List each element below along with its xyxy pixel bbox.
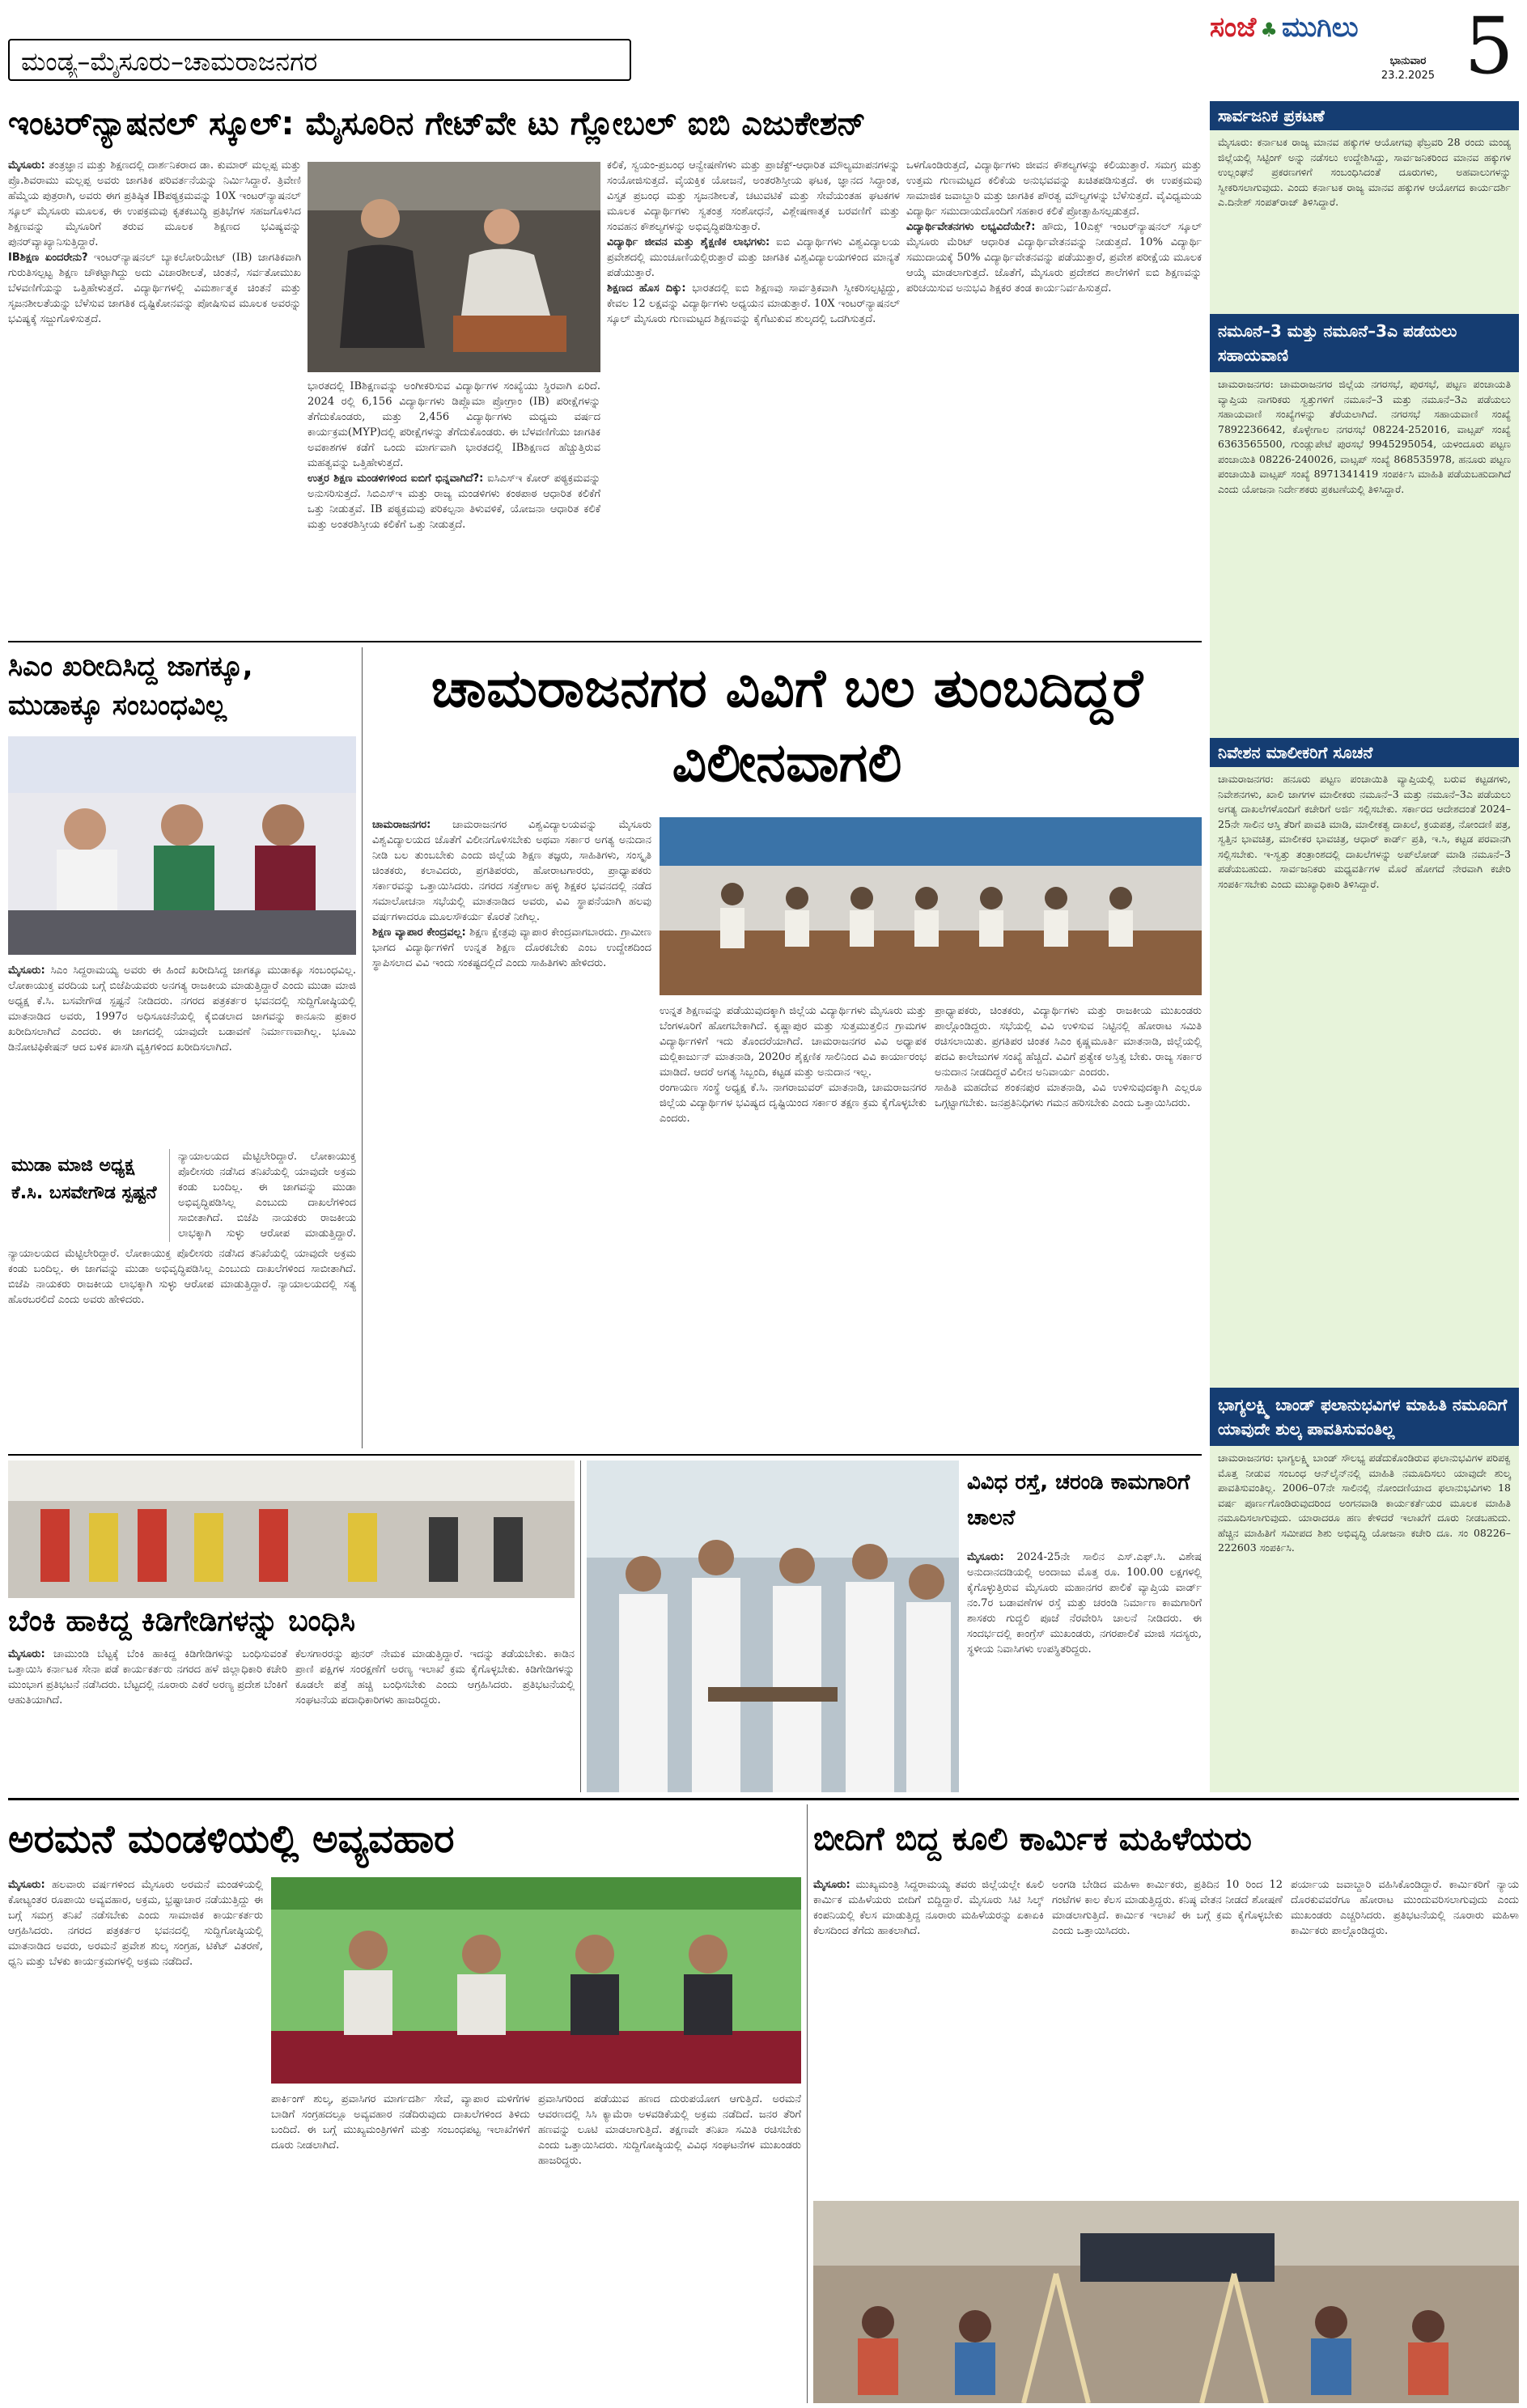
article1-col1-text: ತಂತ್ರಜ್ಞಾನ ಮತ್ತು ಶಿಕ್ಷಣದಲ್ಲಿ ದಾರ್ಶನಿಕರಾದ ಡಾ. ಕುಮಾರ್ ಮಲ್ಲಪ್ಪ ಮತ್ತು ಪ್ರೊ.ಶಿವರಾಮು ಮಲ್ಲಪ್ಪ ಅವರು ಜಾಗತಿಕ ಪರಿವರ್ತನೆಯನ್ನು ನಿರ್ಮಿಸಿದ್ದಾರೆ. ತ್ರಿವೇಣಿ ಹೆಮ್ಮೆಯ ಪುತ್ರರಾಗಿ, ಅವರು ಈಗ ಪ್ರತಿಷ್ಠಿತ IBಪಠ್ಯಕ್ರಮವನ್ನು 10X ಇಂಟರ್‌ನ್ಯಾಷನಲ್ ಸ್ಕೂಲ್ ಮೈಸೂರು ಮೂಲಕ, ಈ ಉಪಕ್ರಮವು ಕೃತಕಬುದ್ಧಿ ಪ್ರತಿಭೆಗಳ ಸಹಜಗೊಳಿಸಿದ ಶಿಕ್ಷಣವನ್ನು ಮೈಸೂರಿಗೆ ತರುವ ಮೂಲಕ ಶಿಕ್ಷಣದ ಭವಿಷ್ಯವನ್ನು ಪುನರ್‌ವ್ಯಾಖ್ಯಾನಿಸುತ್ತಿದ್ದಾರೆ. bbox=[8, 159, 301, 248]
article6-col2 bbox=[271, 2092, 530, 2403]
article7-col1-text: ಮುಖ್ಯಮಂತ್ರಿ ಸಿದ್ದರಾಮಯ್ಯ ತವರು ಜಿಲ್ಲೆಯಲ್ಲೇ ಕೂಲಿ ಕಾರ್ಮಿಕ ಮಹಿಳೆಯರು ಬೀದಿಗೆ ಬಿದ್ದಿದ್ದಾರೆ. ಮೈಸೂರು ಸಿಟಿ ಸಿಲ್ಕ್ ಕಂಪನಿಯಲ್ಲಿ ಕೆಲಸ ಮಾಡುತ್ತಿದ್ದ ನೂರಾರು ಮಹಿಳೆಯರನ್ನು ಏಕಾಏಕಿ ಕೆಲಸದಿಂದ ತೆಗೆದು ಹಾಕಲಾಗಿದೆ. bbox=[813, 1879, 1044, 1937]
sidebar-notice-body: ಮೈಸೂರು: ಕರ್ನಾಟಕ ರಾಜ್ಯ ಮಾನವ ಹಕ್ಕುಗಳ ಆಯೋಗವು ಫೆಬ್ರವರಿ 28 ರಂದು ಮಂಡ್ಯ ಜಿಲ್ಲೆಯಲ್ಲಿ ಸಿಟ್ಟಿಂಗ್ ಅನ್ನು ನಡೆಸಲು ಉದ್ದೇಶಿಸಿದ್ದು, ಸಾರ್ವಜನಿಕರಿಂದ ಮಾನವ ಹಕ್ಕುಗಳ ಉಲ್ಲಂಘನೆ ಪ್ರಕರಣಗಳಿಗೆ ಸಂಬಂಧಿಸಿದಂತೆ ದೂರುಗಳು, ಅಹವಾಲುಗಳನ್ನು ಸ್ವೀಕರಿಸಲಾಗುವುದು. ಎಂದು ಕರ್ನಾಟಕ ರಾಜ್ಯ ಮಾನವ ಹಕ್ಕುಗಳ ಆಯೋಗದ ಕಾರ್ಯದರ್ಶಿ ಎ.ದಿನೇಶ್ ಸಂಪತ್‌ರಾಜ್ ತಿಳಿಸಿದ್ದಾರೆ. bbox=[1218, 136, 1511, 208]
article5-dateline: ಮೈಸೂರು: bbox=[967, 1551, 1004, 1563]
article6-col2-text: ಪಾರ್ಕಿಂಗ್ ಶುಲ್ಕ, ಪ್ರವಾಸಿಗರ ಮಾರ್ಗದರ್ಶಿ ಸೇವೆ, ವ್ಯಾಪಾರ ಮಳಿಗೆಗಳ ಬಾಡಿಗೆ ಸಂಗ್ರಹದಲ್ಲೂ ಅವ್ಯವಹಾರ ನಡೆದಿರುವುದು ದಾಖಲೆಗಳಿಂದ ತಿಳಿದು ಬಂದಿದೆ. ಈ ಬಗ್ಗೆ ಮುಖ್ಯಮಂತ್ರಿಗಳಿಗೆ ಮತ್ತು ಸಂಬಂಧಪಟ್ಟ ಇಲಾಖೆಗಳಿಗೆ ದೂರು ನೀಡಲಾಗಿದೆ. bbox=[271, 2093, 530, 2152]
article1-sub4: ಶಿಕ್ಷಣದ ಹೊಸ ದಿಕ್ಕು: bbox=[607, 282, 686, 295]
sidebar-box1-body: ಚಾಮರಾಜನಗರ: ಚಾಮರಾಜನಗರ ಜಿಲ್ಲೆಯ ನಗರಸಭೆ, ಪುರಸಭೆ, ಪಟ್ಟಣ ಪಂಚಾಯತಿ ವ್ಯಾಪ್ತಿಯ ನಾಗರಿಕರು ಸ್ವತ್ತುಗಳಿಗೆ ನಮೂನೆ–3 ಮತ್ತು ನಮೂನೆ–3ಎ ಪಡೆಯಲು ಸಹಾಯವಾಣಿ ಸಂಖ್ಯೆಗಳನ್ನು ತೆರೆಯಲಾಗಿದೆ. ನಗರಸಭೆ ಸಹಾಯವಾಣಿ ಸಂಖ್ಯೆ 7892236642, ಕೊಳ್ಳೇಗಾಲ ನಗರಸಭೆ 08224-252016, ವಾಟ್ಸಪ್ ಸಂಖ್ಯೆ 6363565500, ಗುಂಡ್ಲುಪೇಟೆ ಪುರಸಭೆ 9945295054, ಯಳಂದೂರು ಪಟ್ಟಣ ಪಂಚಾಯಿತಿ 08226-240026, ವಾಟ್ಸಪ್ ಸಂಖ್ಯೆ 868535978, ಹನೂರು ಪಟ್ಟಣ ಪಂಚಾಯಿತಿ ವಾಟ್ಸಪ್ ಸಂಖ್ಯೆ 8971341419 ಸಂಪರ್ಕಿಸಿ ಮಾಹಿತಿ ಪಡೆಯಬಹುದಾಗಿದೆ ಎಂದು ಯೋಜನಾ ನಿರ್ದೇಶಕರು ಪ್ರಕಟಣೆಯಲ್ಲಿ ತಿಳಿಸಿದ್ದಾರೆ. bbox=[1218, 378, 1511, 495]
vertical-divider bbox=[580, 1460, 581, 1792]
article7-photo bbox=[813, 2201, 1519, 2403]
article4-col2-text: ಕೆಲಸಗಾರರನ್ನು ಪುನರ್ ನೇಮಕ ಮಾಡುತ್ತಿದ್ದಾರೆ. ಇದನ್ನು ತಡೆಯಬೇಕು. ಕಾಡಿನ ಪ್ರಾಣಿ ಪಕ್ಷಿಗಳ ಸಂರಕ್ಷಣೆಗೆ ಅರಣ್ಯ ಇಲಾಖೆ ಕ್ರಮ ಕೈಗೊಳ್ಳಬೇಕು. ಕಿಡಿಗೇಡಿಗಳನ್ನು ಕೂಡಲೇ ಪತ್ತೆ ಹಚ್ಚಿ ಬಂಧಿಸಬೇಕು ಎಂದು ಆಗ್ರಹಿಸಿದರು. ಪ್ರತಿಭಟನೆಯಲ್ಲಿ ಸಂಘಟನೆಯ ಪದಾಧಿಕಾರಿಗಳು ಹಾಜರಿದ್ದರು. bbox=[295, 1648, 575, 1706]
issue-day: ಭಾನುವಾರ bbox=[1389, 55, 1427, 67]
article3-col2-text: ಉನ್ನತ ಶಿಕ್ಷಣವನ್ನು ಪಡೆಯುವುದಕ್ಕಾಗಿ ಜಿಲ್ಲೆಯ ವಿದ್ಯಾರ್ಥಿಗಳು ಮೈಸೂರು ಮತ್ತು ಬೆಂಗಳೂರಿಗೆ ಹೋಗಬೇಕಾಗಿದೆ. ಕೃಷ್ಣಾಪುರ ಮತ್ತು ಸುತ್ತಮುತ್ತಲಿನ ಗ್ರಾಮಗಳ ವಿದ್ಯಾರ್ಥಿಗಳಿಗೆ ಇದು ತೊಂದರೆಯಾಗಿದೆ. ಚಾಮರಾಜನಗರ ವಿವಿ ಅಧ್ಯಾಪಕ ಮಲ್ಲಿಕಾರ್ಜುನ್ ಮಾತನಾಡಿ, 2020ರ ಶೈಕ್ಷಣಿಕ ಸಾಲಿನಿಂದ ವಿವಿ ಕಾರ್ಯಾರಂಭ ಮಾಡಿದೆ. ಆದರೆ ಅಗತ್ಯ ಸಿಬ್ಬಂದಿ, ಕಟ್ಟಡ ಮತ್ತು ಅನುದಾನ ಇಲ್ಲ. bbox=[660, 1005, 927, 1079]
article1-dateline: ಮೈಸೂರು: bbox=[8, 159, 45, 172]
article3-col2 bbox=[660, 1003, 927, 1448]
article6-headline: ಅರಮನೆ ಮಂಡಳಿಯಲ್ಲಿ ಅವ್ಯವಹಾರ bbox=[8, 1817, 455, 1862]
article6-col3-text: ಪ್ರವಾಸಿಗರಿಂದ ಪಡೆಯುವ ಹಣದ ದುರುಪಯೋಗ ಆಗುತ್ತಿದೆ. ಅರಮನೆ ಆವರಣದಲ್ಲಿ ಸಿಸಿ ಕ್ಯಾಮೆರಾ ಅಳವಡಿಕೆಯಲ್ಲಿ ಅಕ್ರಮ ನಡೆದಿದೆ. ಜನರ ತೆರಿಗೆ ಹಣವನ್ನು ಲೂಟಿ ಮಾಡಲಾಗುತ್ತಿದೆ. ತಕ್ಷಣವೇ ತನಿಖಾ ಸಮಿತಿ ರಚಿಸಬೇಕು ಎಂದು ಒತ್ತಾಯಿಸಿದರು. ಸುದ್ದಿಗೋಷ್ಠಿಯಲ್ಲಿ ವಿವಿಧ ಸಂಘಟನೆಗಳ ಮುಖಂಡರು ಹಾಜರಿದ್ದರು. bbox=[538, 2093, 801, 2167]
divider bbox=[8, 641, 1202, 642]
article6-dateline: ಮೈಸೂರು: bbox=[8, 1879, 45, 1891]
article1-headline: ಇಂಟರ್‌ನ್ಯಾಷನಲ್ ಸ್ಕೂಲ್: ಮೈಸೂರಿನ ಗೇಟ್‌ವೇ ಟು ಗ್ಲೋಬಲ್ ಐಬಿ ಎಜುಕೇಶನ್ bbox=[8, 105, 866, 142]
divider bbox=[8, 1454, 1202, 1456]
logo-part2: ಮುಗಿಲು bbox=[1282, 11, 1359, 44]
article1-col1b-text: ಇಂಟರ್‌ನ್ಯಾಷನಲ್ ಬ್ಯಾಕಲೋರಿಯೇಟ್ (IB) ಜಾಗತಿಕವಾಗಿ ಗುರುತಿಸಲ್ಪಟ್ಟ ಶಿಕ್ಷಣ ಚೌಕಟ್ಟಾಗಿದ್ದು ಅದು ವಿಚಾರಶೀಲತೆ, ಚಿಂತನೆ, ಸರ್ವತೋಮುಖ ಬೆಳವಣಿಗೆಯನ್ನು ಒತ್ತಿಹೇಳುತ್ತದೆ. ವಿದ್ಯಾರ್ಥಿಗಳಲ್ಲಿ ವಿಮರ್ಶಾತ್ಮಕ ಚಿಂತನೆ ಮತ್ತು ಸೃಜನಶೀಲತೆಯನ್ನು ಬೆಳೆಸುವ ಜಾಗತಿಕ ದೃಷ್ಟಿಕೋನವನ್ನು ಪೋಷಿಸುವ ಮೂಲಕ ಅವರನ್ನು ಭವಿಷ್ಯಕ್ಕೆ ಸಜ್ಜುಗೊಳಿಸುತ್ತದೆ. bbox=[8, 252, 301, 325]
article7-col1 bbox=[813, 1877, 1044, 2197]
section-banner bbox=[8, 39, 631, 81]
newspaper-logo bbox=[1210, 11, 1453, 60]
article4-dateline: ಮೈಸೂರು: bbox=[8, 1648, 45, 1660]
article7-col3-text: ಪರ್ಯಾಯ ಜವಾಬ್ದಾರಿ ವಹಿಸಿಕೊಂಡಿದ್ದಾರೆ. ಕಾರ್ಮಿಕರಿಗೆ ನ್ಯಾಯ ದೊರಕುವವರೆಗೂ ಹೋರಾಟ ಮುಂದುವರಿಸಲಾಗುವುದು ಎಂದು ಮುಖಂಡರು ಎಚ್ಚರಿಸಿದರು. ಪ್ರತಿಭಟನೆಯಲ್ಲಿ ನೂರಾರು ಮಹಿಳಾ ಕಾರ್ಮಿಕರು ಪಾಲ್ಗೊಂಡಿದ್ದರು. bbox=[1291, 1879, 1519, 1937]
article1-col4 bbox=[906, 158, 1202, 635]
article5-body bbox=[967, 1550, 1202, 1792]
article6-col1-text: ಹಲವಾರು ವರ್ಷಗಳಿಂದ ಮೈಸೂರು ಅರಮನೆ ಮಂಡಳಿಯಲ್ಲಿ ಕೋಟ್ಯಂತರ ರೂಪಾಯಿ ಅವ್ಯವಹಾರ, ಅಕ್ರಮ, ಭ್ರಷ್ಟಾಚಾರ ನಡೆಯುತ್ತಿದ್ದು ಈ ಬಗ್ಗೆ ಸಮಗ್ರ ತನಿಖೆ ನಡೆಸಬೇಕು ಎಂದು ಸಾಮಾಜಿಕ ಕಾರ್ಯಕರ್ತರು ಆಗ್ರಹಿಸಿದರು. ನಗರದ ಪತ್ರಕರ್ತರ ಭವನದಲ್ಲಿ ಸುದ್ದಿಗೋಷ್ಠಿಯಲ್ಲಿ ಮಾತನಾಡಿದ ಅವರು, ಅರಮನೆ ಪ್ರವೇಶ ಶುಲ್ಕ ಸಂಗ್ರಹ, ಟಿಕೆಟ್ ವಿತರಣೆ, ಧ್ವನಿ ಮತ್ತು ಬೆಳಕು ಕಾರ್ಯಕ್ರಮಗಳಲ್ಲಿ ಅಕ್ರಮ ನಡೆದಿದೆ. bbox=[8, 1879, 263, 1968]
article7-col3 bbox=[1291, 1877, 1519, 2197]
article2-inset bbox=[8, 1149, 170, 1242]
article1-col3b-text: ಐಬಿ ವಿದ್ಯಾರ್ಥಿಗಳು ವಿಶ್ವವಿದ್ಯಾಲಯ ಪ್ರವೇಶದಲ್ಲಿ ಮುಂಚೂಣಿಯಲ್ಲಿರುತ್ತಾರೆ ಮತ್ತು ಜಾಗತಿಕ ವಿಶ್ವವಿದ್ಯಾಲಯಗಳಿಂದ ಮಾನ್ಯತೆ ಪಡೆಯುತ್ತಾರೆ. bbox=[607, 236, 900, 279]
article3-col1 bbox=[372, 817, 651, 1448]
article1-photo bbox=[308, 162, 600, 372]
article4-col1-text: ಚಾಮುಂಡಿ ಬೆಟ್ಟಕ್ಕೆ ಬೆಂಕಿ ಹಾಕಿದ್ದ ಕಿಡಿಗೇಡಿಗಳನ್ನು ಬಂಧಿಸುವಂತೆ ಒತ್ತಾಯಿಸಿ ಕರ್ನಾಟಕ ಸೇನಾ ಪಡೆ ಕಾರ್ಯಕರ್ತರು ನಗರದ ಹಳೆ ಜಿಲ್ಲಾಧಿಕಾರಿ ಕಚೇರಿ ಮುಂಭಾಗ ಪ್ರತಿಭಟನೆ ನಡೆಸಿದರು. ಬೆಟ್ಟದಲ್ಲಿ ನೂರಾರು ಎಕರೆ ಅರಣ್ಯ ಪ್ರದೇಶ ಬೆಂಕಿಗೆ ಆಹುತಿಯಾಗಿದೆ. bbox=[8, 1648, 287, 1706]
article2-body-text: ಸಿಎಂ ಸಿದ್ದರಾಮಯ್ಯ ಅವರು ಈ ಹಿಂದೆ ಖರೀದಿಸಿದ್ದ ಜಾಗಕ್ಕೂ ಮುಡಾಕ್ಕೂ ಸಂಬಂಧವಿಲ್ಲ. ಲೋಕಾಯುಕ್ತ ವರದಿಯ ಬಗ್ಗೆ ಬಿಜೆಪಿಯವರು ಅನಗತ್ಯ ರಾಜಕೀಯ ಮಾಡುತ್ತಿದ್ದಾರೆ ಎಂದು ಮುಡಾ ಮಾಜಿ ಅಧ್ಯಕ್ಷ ಕೆ.ಸಿ. ಬಸವೇಗೌಡ ಸ್ಪಷ್ಟನೆ ನೀಡಿದರು. ನಗರದ ಪತ್ರಕರ್ತರ ಭವನದಲ್ಲಿ ಸುದ್ದಿಗೋಷ್ಠಿಯಲ್ಲಿ ಮಾತನಾಡಿದ ಅವರು, 1997ರ ಅಧಿಸೂಚನೆಯಲ್ಲಿ ಕೈಬಿಡಲಾದ ಜಾಗವನ್ನು ಕಾನೂನು ಪ್ರಕಾರ ಖರೀದಿಸಲಾಗಿದೆ ಎಂದರು. ಈ ಜಾಗದಲ್ಲಿ ಯಾವುದೇ ಬಡಾವಣೆ ನಿರ್ಮಾಣವಾಗಿಲ್ಲ. ಭೂಮಿ ಡಿನೋಟಿಫಿಕೇಷನ್ ಆದ ಬಳಿಕ ಖಾಸಗಿ ವ್ಯಕ್ತಿಗಳಿಂದ ಖರೀದಿಸಲಾಗಿದೆ. bbox=[8, 964, 356, 1054]
article2-body3 bbox=[8, 1246, 356, 1448]
article1-col3c-text: ಭಾರತದಲ್ಲಿ ಐಬಿ ಶಿಕ್ಷಣವು ಸಾರ್ವತ್ರಿಕವಾಗಿ ಸ್ವೀಕರಿಸಲ್ಪಟ್ಟಿದ್ದು, ಕೇವಲ 12 ಲಕ್ಷವನ್ನು ವಿದ್ಯಾರ್ಥಿಗಳು ಅಧ್ಯಯನ ಮಾಡುತ್ತಾರೆ. 10X ಇಂಟರ್‌ನ್ಯಾಷನಲ್ ಸ್ಕೂಲ್ ಮೈಸೂರು ಗುಣಮಟ್ಟದ ಶಿಕ್ಷಣವನ್ನು ಕೈಗೆಟುಕುವ ಶುಲ್ಕದಲ್ಲಿ ಒದಗಿಸುತ್ತದೆ. bbox=[607, 282, 900, 325]
sidebar-box3-title: ಭಾಗ್ಯಲಕ್ಷ್ಮಿ ಬಾಂಡ್ ಫಲಾನುಭವಿಗಳ ಮಾಹಿತಿ ನಮೂದಿಗೆ ಯಾವುದೇ ಶುಲ್ಕ ಪಾವತಿಸುವಂತಿಲ್ಲ bbox=[1210, 1388, 1519, 1446]
article5-body-text: 2024-25ನೇ ಸಾಲಿನ ಎಸ್.ಎಫ್.ಸಿ. ವಿಶೇಷ ಅನುದಾನದಡಿಯಲ್ಲಿ ಅಂದಾಜು ಮೊತ್ತ ರೂ. 100.00 ಲಕ್ಷಗಳಲ್ಲಿ ಕೈಗೊಳ್ಳುತ್ತಿರುವ ಮೈಸೂರು ಮಹಾನಗರ ಪಾಲಿಕೆ ವ್ಯಾಪ್ತಿಯ ವಾರ್ಡ್ ನಂ.7ರ ಬಡಾವಣೆಗಳ ರಸ್ತೆ ಮತ್ತು ಚರಂಡಿ ನಿರ್ಮಾಣ ಕಾಮಗಾರಿಗೆ ಶಾಸಕರು ಗುದ್ದಲಿ ಪೂಜೆ ನೆರವೇರಿಸಿ ಚಾಲನೆ ನೀಡಿದರು. ಈ ಸಂದರ್ಭದಲ್ಲಿ ಕಾಂಗ್ರೆಸ್ ಮುಖಂಡರು, ನಗರಪಾಲಿಕೆ ಮಾಜಿ ಸದಸ್ಯರು, ಸ್ಥಳೀಯ ನಿವಾಸಿಗಳು ಉಪಸ್ಥಿತರಿದ್ದರು. bbox=[967, 1551, 1202, 1656]
article2-dateline: ಮೈಸೂರು: bbox=[8, 964, 45, 977]
article4-photo-art bbox=[8, 1460, 575, 1598]
vertical-divider bbox=[362, 647, 363, 1448]
vertical-divider bbox=[807, 1804, 808, 2403]
sidebar-notice-title: ಸಾರ್ವಜನಿಕ ಪ್ರಕಟಣೆ bbox=[1210, 101, 1519, 130]
page-number: 5 bbox=[1464, 1, 1514, 91]
article1-sub2: ಉತ್ತರ ಶಿಕ್ಷಣ ಮಂಡಳಿಗಳಿಂದ ಐಬಿಗೆ ಭಿನ್ನವಾಗಿದೆ?: bbox=[308, 473, 484, 485]
article1-photo-art bbox=[308, 162, 600, 372]
article2-headline: ಸಿಎಂ ಖರೀದಿಸಿದ್ದ ಜಾಗಕ್ಕೂ, ಮುಡಾಕ್ಕೂ ಸಂಬಂಧವಿಲ್ಲ bbox=[8, 651, 253, 722]
article7-headline: ಬೀದಿಗೆ ಬಿದ್ದ ಕೂಲಿ ಕಾರ್ಮಿಕ ಮಹಿಳೆಯರು bbox=[813, 1821, 1252, 1858]
sidebar-box2-title: ನಿವೇಶನ ಮಾಲೀಕರಿಗೆ ಸೂಚನೆ bbox=[1210, 738, 1519, 767]
article1-col2 bbox=[308, 379, 600, 635]
article2-body bbox=[8, 963, 356, 1145]
article1-sub5: ವಿದ್ಯಾರ್ಥಿವೇತನಗಳು ಲಭ್ಯವಿದೆಯೇ?: bbox=[906, 221, 1036, 233]
article1-col3 bbox=[607, 158, 900, 635]
article6-photo-art bbox=[271, 1877, 801, 2084]
article2-body2 bbox=[178, 1149, 356, 1242]
article1-sub3: ವಿದ್ಯಾರ್ಥಿ ಜೀವನ ಮತ್ತು ಶೈಕ್ಷಣಿಕ ಲಾಭಗಳು: bbox=[607, 236, 770, 248]
article3-sub: ಶಿಕ್ಷಣ ವ್ಯಾಪಾರ ಕೇಂದ್ರವಲ್ಲ: bbox=[372, 926, 466, 939]
logo-part1: ಸಂಜೆ bbox=[1210, 11, 1257, 44]
article6-photo bbox=[271, 1877, 801, 2084]
article5-photo-art bbox=[587, 1460, 959, 1792]
sidebar bbox=[1210, 101, 1519, 1792]
article1-col4b-text: ಹೌದು, 10ಎಕ್ಸ್ ಇಂಟರ್‌ನ್ಯಾಷನಲ್ ಸ್ಕೂಲ್ ಮೈಸೂರು ಮೆರಿಟ್ ಆಧಾರಿತ ವಿದ್ಯಾರ್ಥಿವೇತನವನ್ನು ನೀಡುತ್ತದೆ. 10% ವಿದ್ಯಾರ್ಥಿ ಸಮುದಾಯಕ್ಕೆ 50% ವಿದ್ಯಾರ್ಥಿವೇತನವನ್ನು ಪಡೆಯುತ್ತಾರೆ, ಪ್ರವೇಶ ಪರೀಕ್ಷೆಯ ಮೂಲಕ ಆಯ್ಕೆ ಮಾಡಲಾಗುತ್ತದೆ. ಜೊತೆಗೆ, ಮೈಸೂರು ಪ್ರದೇಶದ ಶಾಲೆಗಳಿಗೆ ಐಬಿ ಶಿಕ್ಷಣವನ್ನು ಪರಿಚಯಿಸುವ ಅನುಭವಿ ಶಿಕ್ಷಕರ ತಂಡ ಕಾರ್ಯನಿರ್ವಹಿಸುತ್ತದೆ. bbox=[906, 221, 1202, 295]
article3-col3 bbox=[935, 1003, 1202, 1448]
article7-col2 bbox=[1052, 1877, 1283, 2197]
issue-date: 23.2.2025 bbox=[1381, 70, 1436, 82]
article4-photo bbox=[8, 1460, 575, 1598]
palm-tree-icon: ♣ bbox=[1260, 19, 1278, 41]
article1-sub1: IBಶಿಕ್ಷಣ ಏಂದರೇನು? bbox=[8, 252, 88, 264]
article1-col2b-text: ಐಸಿಎಸ್‌ಇ ಕೋರ್ ಪಠ್ಯಕ್ರಮವನ್ನು ಅನುಸರಿಸುತ್ತದೆ. ಸಿಬಿಎಸ್‌ಇ ಮತ್ತು ರಾಜ್ಯ ಮಂಡಳಿಗಳು ಕಂಠಪಾಠ ಆಧಾರಿತ ಕಲಿಕೆಗೆ ಒತ್ತು ನೀಡುತ್ತವೆ. IB ಪಠ್ಯಕ್ರಮವು ಪರಿಕಲ್ಪನಾ ತಿಳುವಳಿಕೆ, ಯೋಜನಾ ಆಧಾರಿತ ಕಲಿಕೆ ಮತ್ತು ಅಂತರಶಿಸ್ತೀಯ ಕಲಿಕೆಗೆ ಒತ್ತು ನೀಡುತ್ತದೆ. bbox=[308, 473, 600, 531]
article4-col2 bbox=[295, 1647, 575, 1792]
article3-headline: ಚಾಮರಾಜನಗರ ವಿವಿಗೆ ಬಲ ತುಂಬದಿದ್ದರೆ ವಿಲೀನವಾಗಲಿ bbox=[431, 657, 1143, 794]
article1-col1 bbox=[8, 158, 301, 635]
article1-col2-text: ಭಾರತದಲ್ಲಿ IBಶಿಕ್ಷಣವನ್ನು ಅಂಗೀಕರಿಸುವ ವಿದ್ಯಾರ್ಥಿಗಳ ಸಂಖ್ಯೆಯು ಸ್ಥಿರವಾಗಿ ಏರಿದೆ. 2024 ರಲ್ಲಿ 6,156 ವಿದ್ಯಾರ್ಥಿಗಳು ಡಿಪ್ಲೊಮಾ ಪ್ರೋಗ್ರಾಂ (IB) ಪರೀಕ್ಷೆಗಳನ್ನು ತೆಗೆದುಕೊಂಡರು, ಮತ್ತು 2,456 ವಿದ್ಯಾರ್ಥಿಗಳು ಮಧ್ಯಮ ವರ್ಷದ ಕಾರ್ಯಕ್ರಮ(MYP)ದಲ್ಲಿ ಪರೀಕ್ಷೆಗಳನ್ನು ತೆಗೆದುಕೊಂಡರು. ಈ ಬೆಳವಣಿಗೆಯು ಜಾಗತಿಕ ಅವಕಾಶಗಳ ಕಡೆಗೆ ಒಂದು ಮಾರ್ಗವಾಗಿ ಭಾರತದಲ್ಲಿ IBಶಿಕ್ಷಣದ ಹೆಚ್ಚುತ್ತಿರುವ ಮಹತ್ವವನ್ನು ಒತ್ತಿಹೇಳುತ್ತದೆ. bbox=[308, 380, 600, 469]
article2-inset-text: ಮುಡಾ ಮಾಜಿ ಅಧ್ಯಕ್ಷ ಕೆ.ಸಿ. ಬಸವೇಗೌಡ ಸ್ಪಷ್ಟನೆ bbox=[11, 1155, 157, 1203]
divider bbox=[8, 1798, 1519, 1800]
sidebar-box1-title: ನಮೂನೆ–3 ಮತ್ತು ನಮೂನೆ–3ಎ ಪಡೆಯಲು ಸಹಾಯವಾಣಿ bbox=[1210, 314, 1519, 372]
article7-col2-text: ಅಂಗಡಿ ಬೇಡಿದ ಮಹಿಳಾ ಕಾರ್ಮಿಕರು, ಪ್ರತಿದಿನ 10 ರಿಂದ 12 ಗಂಟೆಗಳ ಕಾಲ ಕೆಲಸ ಮಾಡುತ್ತಿದ್ದರು. ಕನಿಷ್ಠ ವೇತನ ನೀಡದೆ ಶೋಷಣೆ ಮಾಡಲಾಗುತ್ತಿದೆ. ಕಾರ್ಮಿಕ ಇಲಾಖೆ ಈ ಬಗ್ಗೆ ಕ್ರಮ ಕೈಗೊಳ್ಳಬೇಕು ಎಂದು ಒತ್ತಾಯಿಸಿದರು. bbox=[1052, 1879, 1283, 1937]
article6-col1 bbox=[8, 1877, 263, 2403]
article2-body2-text: ನ್ಯಾಯಾಲಯದ ಮೆಟ್ಟಿಲೇರಿದ್ದಾರೆ. ಲೋಕಾಯುಕ್ತ ಪೊಲೀಸರು ನಡೆಸಿದ ತನಿಖೆಯಲ್ಲಿ ಯಾವುದೇ ಅಕ್ರಮ ಕಂಡು ಬಂದಿಲ್ಲ. ಈ ಜಾಗವನ್ನು ಮುಡಾ ಅಭಿವೃದ್ಧಿಪಡಿಸಿಲ್ಲ ಎಂಬುದು ದಾಖಲೆಗಳಿಂದ ಸಾಬೀತಾಗಿದೆ. ಬಿಜೆಪಿ ನಾಯಕರು ರಾಜಕೀಯ ಲಾಭಕ್ಕಾಗಿ ಸುಳ್ಳು ಆರೋಪ ಮಾಡುತ್ತಿದ್ದಾರೆ. bbox=[178, 1151, 356, 1240]
sidebar-box2-body: ಚಾಮರಾಜನಗರ: ಹನೂರು ಪಟ್ಟಣ ಪಂಚಾಯಿತಿ ವ್ಯಾಪ್ತಿಯಲ್ಲಿ ಬರುವ ಕಟ್ಟಡಗಳು, ನಿವೇಶನಗಳು, ಖಾಲಿ ಜಾಗಗಳ ಮಾಲೀಕರು ನಮೂನೆ–3 ಮತ್ತು ನಮೂನೆ–3ಎ ಪಡೆಯಲು ಅಗತ್ಯ ದಾಖಲೆಗಳೊಂದಿಗೆ ಕಚೇರಿಗೆ ಅರ್ಜಿ ಸಲ್ಲಿಸಬೇಕು. ಸರ್ಕಾರದ ಆದೇಶದಂತೆ 2024–25ನೇ ಸಾಲಿನ ಆಸ್ತಿ ತೆರಿಗೆ ಪಾವತಿ ಮಾಡಿ, ಮಾಲೀಕತ್ವ ದಾಖಲೆ, ಕ್ರಯಪತ್ರ, ನೋಂದಣಿ ಪತ್ರ, ಸ್ವತ್ತಿನ ಭಾವಚಿತ್ರ, ಮಾಲೀಕರ ಭಾವಚಿತ್ರ, ಆಧಾರ್ ಕಾರ್ಡ್ ಪ್ರತಿ, ಇ.ಸಿ, ಕಟ್ಟಡ ಪರವಾನಗಿ ಸಲ್ಲಿಸಬೇಕು. ಇ-ಸ್ವತ್ತು ತಂತ್ರಾಂಶದಲ್ಲಿ ದಾಖಲೆಗಳನ್ನು ಅಪ್‌ಲೋಡ್ ಮಾಡಿ ನಮೂನೆ–3 ಪಡೆಯಬಹುದು. ಸಾರ್ವಜನಿಕರು ಮಧ್ಯವರ್ತಿಗಳ ಮೊರೆ ಹೋಗದೆ ನೇರವಾಗಿ ಕಚೇರಿ ಸಂಪರ್ಕಿಸಬೇಕು ಎಂದು ಮುಖ್ಯಾಧಿಕಾರಿ ತಿಳಿಸಿದ್ದಾರೆ. bbox=[1218, 773, 1511, 890]
article7-photo-art bbox=[813, 2201, 1519, 2403]
article3-dateline: ಚಾಮರಾಜನಗರ: bbox=[372, 819, 431, 831]
article2-body3-text: ನ್ಯಾಯಾಲಯದ ಮೆಟ್ಟಿಲೇರಿದ್ದಾರೆ. ಲೋಕಾಯುಕ್ತ ಪೊಲೀಸರು ನಡೆಸಿದ ತನಿಖೆಯಲ್ಲಿ ಯಾವುದೇ ಅಕ್ರಮ ಕಂಡು ಬಂದಿಲ್ಲ. ಈ ಜಾಗವನ್ನು ಮುಡಾ ಅಭಿವೃದ್ಧಿಪಡಿಸಿಲ್ಲ ಎಂಬುದು ದಾಖಲೆಗಳಿಂದ ಸಾಬೀತಾಗಿದೆ. ಬಿಜೆಪಿ ನಾಯಕರು ರಾಜಕೀಯ ಲಾಭಕ್ಕಾಗಿ ಸುಳ್ಳು ಆರೋಪ ಮಾಡುತ್ತಿದ್ದಾರೆ. ನ್ಯಾಯಾಲಯದಲ್ಲಿ ಸತ್ಯ ಹೊರಬರಲಿದೆ ಎಂದು ಅವರು ಹೇಳಿದರು. bbox=[8, 1248, 356, 1306]
masthead bbox=[0, 0, 1527, 93]
article3-col1-text: ಚಾಮರಾಜನಗರ ವಿಶ್ವವಿದ್ಯಾಲಯವನ್ನು ಮೈಸೂರು ವಿಶ್ವವಿದ್ಯಾಲಯದ ಜೊತೆಗೆ ವಿಲೀನಗೊಳಿಸಬೇಕು ಅಥವಾ ಸರ್ಕಾರ ಅಗತ್ಯ ಅನುದಾನ ನೀಡಿ ಬಲ ತುಂಬಬೇಕು ಎಂದು ಜಿಲ್ಲೆಯ ಶಿಕ್ಷಣ ತಜ್ಞರು, ಸಾಹಿತಿಗಳು, ಸಂಸ್ಕೃತಿ ಚಿಂತಕರು, ಕಲಾವಿದರು, ಪ್ರಗತಿಪರರು, ಹೋರಾಟಗಾರರು, ಪ್ರಾಧ್ಯಾಪಕರು ಸರ್ಕಾರವನ್ನು ಒತ್ತಾಯಿಸಿದರು. ನಗರದ ಸತ್ತೇಗಾಲ ಹಳ್ಳಿ ಶಿಕ್ಷಕರ ಭವನದಲ್ಲಿ ನಡೆದ ಸಮಾಲೋಚನಾ ಸಭೆಯಲ್ಲಿ ಮಾತನಾಡಿದ ಅವರು, ವಿವಿ ಸ್ಥಾಪನೆಯಾಗಿ ಹಲವು ವರ್ಷಗಳಾದರೂ ಮೂಲಸೌಕರ್ಯ ಕೊರತೆ ನೀಗಿಲ್ಲ. bbox=[372, 819, 651, 923]
article1-col3-text: ಕಲಿಕೆ, ಸ್ವಯಂ-ಪ್ರಬಂಧ ಆನ್ವೇಷಣೆಗಳು ಮತ್ತು ಪ್ರಾಜೆಕ್ಟ್-ಆಧಾರಿತ ಮೌಲ್ಯಮಾಪನಗಳನ್ನು ಸಂಯೋಜಿಸುತ್ತದೆ. ವೈಯಕ್ತಿಕ ಯೋಜನೆ, ಅಂತರಶಿಸ್ತೀಯ ಘಟಕ, ಜ್ಞಾನದ ಸಿದ್ಧಾಂತ, ವಿಸ್ತೃತ ಪ್ರಬಂಧ ಮತ್ತು ಸೃಜನಶೀಲತೆ, ಚಟುವಟಿಕೆ ಮತ್ತು ಸೇವೆಯಂತಹ ಘಟಕಗಳ ಮೂಲಕ ವಿದ್ಯಾರ್ಥಿಗಳು ಸ್ವತಂತ್ರ ಸಂಶೋಧನೆ, ವಿಶ್ಲೇಷಣಾತ್ಮಕ ಬರವಣಿಗೆ ಮತ್ತು ಸಂವಹನ ಕೌಶಲ್ಯಗಳನ್ನು ಅಭಿವೃದ್ಧಿಪಡಿಸುತ್ತಾರೆ. bbox=[607, 159, 900, 233]
article3-col2b-text: ರಂಗಾಯಣ ಸಂಸ್ಥೆ ಅಧ್ಯಕ್ಷ ಕೆ.ಸಿ. ನಾಗರಾಜುವರ್ ಮಾತನಾಡಿ, ಚಾಮರಾಜನಗರ ಜಿಲ್ಲೆಯ ವಿದ್ಯಾರ್ಥಿಗಳ ಭವಿಷ್ಯದ ದೃಷ್ಟಿಯಿಂದ ಸರ್ಕಾರ ತಕ್ಷಣ ಕ್ರಮ ಕೈಗೊಳ್ಳಬೇಕು ಎಂದರು. bbox=[660, 1082, 927, 1125]
article1-col4-text: ಒಳಗೊಂಡಿರುತ್ತದೆ, ವಿದ್ಯಾರ್ಥಿಗಳು ಜೀವನ ಕೌಶಲ್ಯಗಳನ್ನು ಕಲಿಯುತ್ತಾರೆ. ಸಮಗ್ರ ಮತ್ತು ಉತ್ತಮ ಗುಣಮಟ್ಟದ ಕಲಿಕೆಯ ಅನುಭವವನ್ನು ಖಚಿತಪಡಿಸುತ್ತದೆ. ಈ ಉಪಕ್ರಮವು ಸಾಮಾಜಿಕ ಜವಾಬ್ದಾರಿ ಮತ್ತು ಜಾಗತಿಕ ಪೌರತ್ವ ಮೌಲ್ಯಗಳನ್ನು ಬೆಳೆಸುತ್ತದೆ. ವೈವಿಧ್ಯಮಯ ವಿದ್ಯಾರ್ಥಿ ಸಮುದಾಯದೊಂದಿಗೆ ಸಹಕಾರ ಕಲಿಕೆ ಪ್ರೋತ್ಸಾಹಿಸಲ್ಪಡುತ್ತದೆ. bbox=[906, 159, 1202, 218]
article3-photo bbox=[660, 817, 1202, 995]
article2-photo bbox=[8, 736, 356, 955]
section-title: ಮಂಡ್ಯ–ಮೈಸೂರು–ಚಾಮರಾಜನಗರ bbox=[21, 46, 318, 77]
article7-dateline: ಮೈಸೂರು: bbox=[813, 1879, 850, 1891]
article4-col1 bbox=[8, 1647, 287, 1792]
article5-headline: ವಿವಿಧ ರಸ್ತೆ, ಚರಂಡಿ ಕಾಮಗಾರಿಗೆ ಚಾಲನೆ bbox=[967, 1470, 1190, 1530]
article3-col3-text: ಪ್ರಾಧ್ಯಾಪಕರು, ಚಿಂತಕರು, ವಿದ್ಯಾರ್ಥಿಗಳು ಮತ್ತು ರಾಜಕೀಯ ಮುಖಂಡರು ಪಾಲ್ಗೊಂಡಿದ್ದರು. ಸಭೆಯಲ್ಲಿ ವಿವಿ ಉಳಿಸುವ ನಿಟ್ಟಿನಲ್ಲಿ ಹೋರಾಟ ಸಮಿತಿ ರಚಿಸಲಾಯಿತು. ಪ್ರಗತಿಪರ ಚಿಂತಕ ಸಿಎಂ ಕೃಷ್ಣಮೂರ್ತಿ ಮಾತನಾಡಿ, ಜಿಲ್ಲೆಯಲ್ಲಿ ಪದವಿ ಕಾಲೇಜುಗಳ ಸಂಖ್ಯೆ ಹೆಚ್ಚಿದೆ. ವಿವಿಗೆ ಪ್ರತ್ಯೇಕ ಅಸ್ತಿತ್ವ ಬೇಕು. ರಾಜ್ಯ ಸರ್ಕಾರ ಅನುದಾನ ನೀಡದಿದ್ದರೆ ವಿಲೀನ ಅನಿವಾರ್ಯ ಎಂದರು. bbox=[935, 1005, 1202, 1079]
sidebar-box3-body: ಚಾಮರಾಜನಗರ: ಭಾಗ್ಯಲಕ್ಷ್ಮಿ ಬಾಂಡ್ ಸೌಲಭ್ಯ ಪಡೆದುಕೊಂಡಿರುವ ಫಲಾನುಭವಿಗಳ ಪರಿಪಕ್ವ ಮೊತ್ತ ನೀಡುವ ಸಂಬಂಧ ಆನ್‌ಲೈನ್‌ನಲ್ಲಿ ಮಾಹಿತಿ ನಮೂದಿಸಲು ಯಾವುದೇ ಶುಲ್ಕ ಪಾವತಿಸುವಂತಿಲ್ಲ. 2006–07ನೇ ಸಾಲಿನಲ್ಲಿ ನೋಂದಣಿಯಾದ ಫಲಾನುಭವಿಗಳು 18 ವರ್ಷ ಪೂರ್ಣಗೊಂಡಿರುವುದರಿಂದ ಅಂಗನವಾಡಿ ಕಾರ್ಯಕರ್ತೆಯರ ಮೂಲಕ ಮಾಹಿತಿ ನಮೂದಿಸಲಾಗುವುದು. ಯಾರಾದರೂ ಹಣ ಕೇಳಿದರೆ ಇಲಾಖೆಗೆ ದೂರು ನೀಡಬಹುದು. ಹೆಚ್ಚಿನ ಮಾಹಿತಿಗೆ ಸಮೀಪದ ಶಿಶು ಅಭಿವೃದ್ಧಿ ಯೋಜನಾ ಕಚೇರಿ ದೂ. ಸಂ 08226–222603 ಸಂಪರ್ಕಿಸಿ. bbox=[1218, 1452, 1511, 1554]
article4-headline: ಬೆಂಕಿ ಹಾಕಿದ್ದ ಕಿಡಿಗೇಡಿಗಳನ್ನು ಬಂಧಿಸಿ bbox=[8, 1605, 355, 1638]
article3-col1b-text: ಶಿಕ್ಷಣ ಕ್ಷೇತ್ರವು ವ್ಯಾಪಾರ ಕೇಂದ್ರವಾಗಬಾರದು. ಗ್ರಾಮೀಣ ಭಾಗದ ವಿದ್ಯಾರ್ಥಿಗಳಿಗೆ ಉನ್ನತ ಶಿಕ್ಷಣ ದೊರಕಬೇಕು ಎಂಬ ಉದ್ದೇಶದಿಂದ ಸ್ಥಾಪಿಸಲಾದ ವಿವಿ ಇಂದು ಸಂಕಷ್ಟದಲ್ಲಿದೆ ಎಂದು ಸಾಹಿತಿಗಳು ಹೇಳಿದರು. bbox=[372, 926, 651, 969]
article2-photo-art bbox=[8, 736, 356, 955]
article6-col3 bbox=[538, 2092, 801, 2403]
article3-photo-art bbox=[660, 817, 1202, 995]
article3-col3b-text: ಸಾಹಿತಿ ಮಹದೇವ ಶಂಕನಪುರ ಮಾತನಾಡಿ, ವಿವಿ ಉಳಿಸುವುದಕ್ಕಾಗಿ ಎಲ್ಲರೂ ಒಗ್ಗಟ್ಟಾಗಬೇಕು. ಜನಪ್ರತಿನಿಧಿಗಳು ಗಮನ ಹರಿಸಬೇಕು ಎಂದು ಒತ್ತಾಯಿಸಿದರು. bbox=[935, 1082, 1202, 1109]
article5-photo bbox=[587, 1460, 959, 1792]
